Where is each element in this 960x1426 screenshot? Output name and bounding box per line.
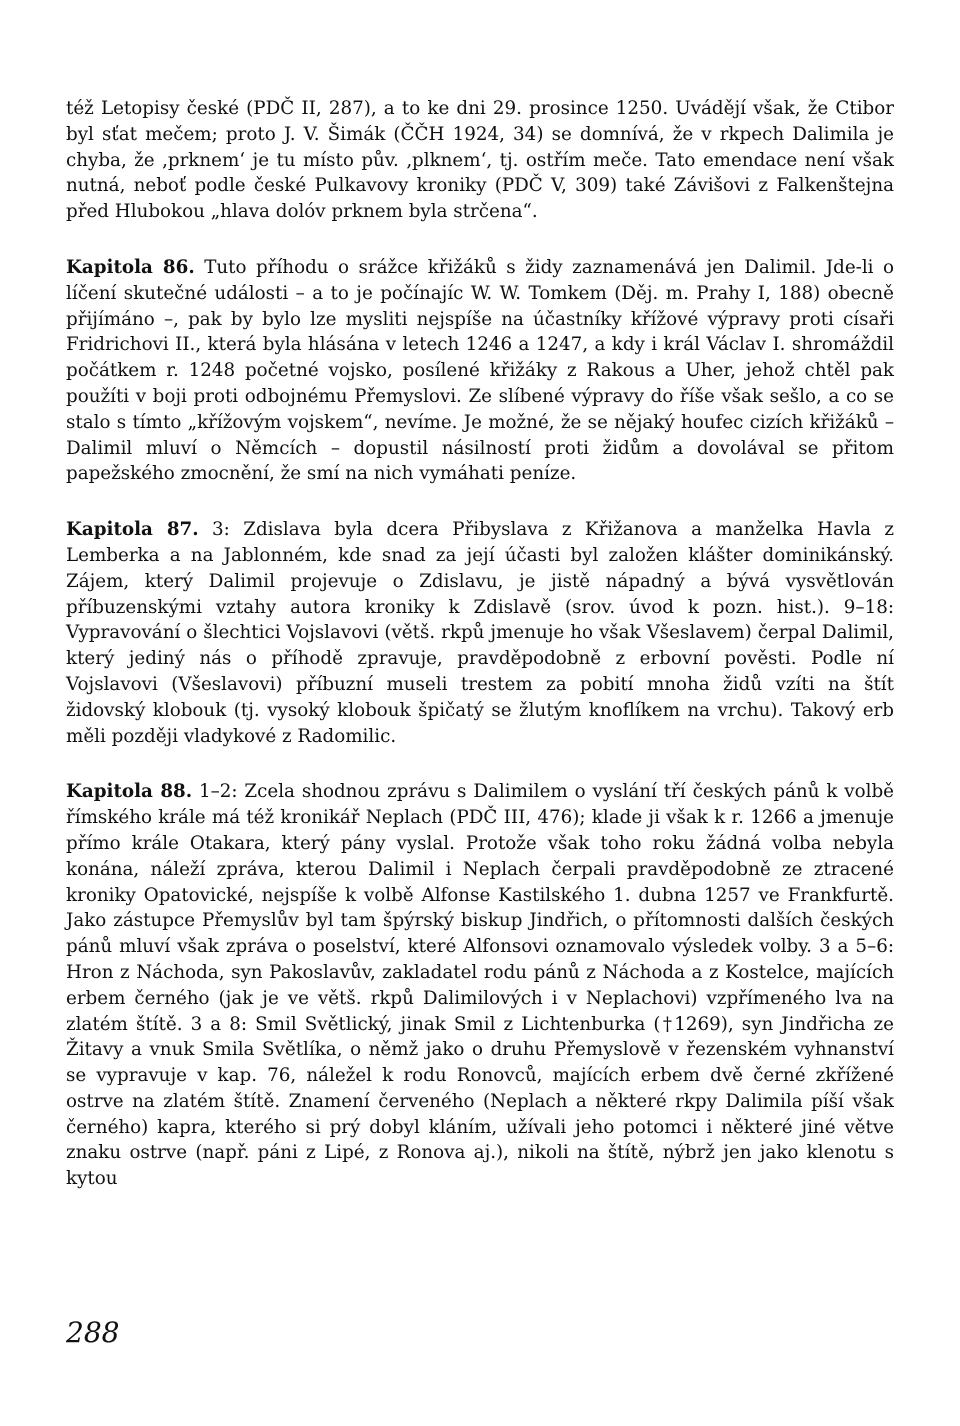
paragraph-chapter-88 bbox=[66, 779, 894, 1192]
chapter-heading: Kapitola 87. bbox=[66, 519, 199, 541]
paragraph-text: 1–2: Zcela shodnou zprávu s Dalimilem o vyslání tří českých pánů k volbě římského krále má též kronikář Neplach (PDČ III, 476); klade ji však k r. 1266 a jmenuje přímo krále Otakara, který pány vyslal. Protože však toho roku žádná volba nebyla konána, náleží zpráva, kterou Dalimil i Neplach čerpali pravděpodobně ze ztracené kroniky Opatovické, nejspíše k volbě Alfonse Kastilského 1. dubna 1257 ve Frankfurtě. Jako zástupce Přemyslův byl tam špýrský biskup Jindřich, o přítomnosti dalších českých pánů mluví však zpráva o poselství, které Alfonsovi oznamovalo výsledek volby. 3 a 5–6: Hron z Náchoda, syn Pakoslavův, zakladatel rodu pánů z Náchoda a z Kostelce, majících erbem černého (jak je ve větš. rkpů Dalimilových i v Neplachovi) vzpřímeného lva na zlatém štítě. 3 a 8: Smil Světlický, jinak Smil z Lichtenburka (†1269), syn Jindřicha ze Žitavy a vnuk Smila Světlíka, o němž jako o druhu Přemyslově v řezenském vyhnanství se vypravuje v kap. 76, náležel k rodu Ronovců, majících erbem dvě černé zkřížené ostrve na zlatém štítě. Znamení červeného (Neplach a některé rkpy Dalimila píší však černého) kapra, kterého si prý dobyl kláním, užívali jeho potomci i některé jiné větve znaku ostrve (např. páni z Lipé, z Ronova aj.), nikoli na štítě, nýbrž jen jako klenotu s kytou bbox=[66, 781, 894, 1190]
paragraph-chapter-86 bbox=[66, 255, 894, 487]
paragraph-text: Tuto příhodu o srážce křižáků s židy zaznamenává jen Dalimil. Jde-li o líčení skutečné události – a to je počínajíc W. W. Tomkem (Děj. m. Prahy I, 188) obecně přijímáno –, pak by bylo lze mysliti nejspíše na účastníky křížové výpravy proti císaři Fridrichovi II., která byla hlásána v letech 1246 a 1247, a kdy i král Václav I. shromáždil počátkem r. 1248 početné vojsko, posílené křižáky z Rakous a Uher, jehož chtěl pak použíti v boji proti odbojnému Přemyslovi. Ze slíbené výpravy do říše však sešlo, a co se stalo s tímto „křížovým vojskem“, nevíme. Je možné, že se nějaký houfec cizích křižáků – Dalimil mluví o Němcích – dopustil násilností proti židům a dovolával se přitom papežského zmocnění, že smí na nich vymáhati peníze. bbox=[66, 256, 894, 485]
paragraph-continuation bbox=[66, 96, 894, 225]
paragraph-text: 3: Zdislava byla dcera Přibyslava z Křižanova a manželka Havla z Lemberka a na Jablonném, kde snad za její účasti byl založen klášter dominikánský. Zájem, který Dalimil projevuje o Zdislavu, je jistě nápadný a bývá vysvětlován příbuzenskými vztahy autora kroniky k Zdislavě (srov. úvod k pozn. hist.). 9–18: Vypravování o šlechtici Vojslavovi (větš. rkpů jmenuje ho však Všeslavem) čerpal Dalimil, který jediný nás o příhodě zpravuje, pravděpodobně z erbovní pověsti. Podle ní Vojslavovi (Všeslavovi) příbuzní museli trestem za pobití mnoha židů vzíti na štít židovský klobouk (tj. vysoký klobouk špičatý se žlutým knoflíkem na vrchu). Takový erb měli později vladykové z Radomilic. bbox=[66, 519, 895, 747]
page-number: 288 bbox=[66, 1316, 120, 1349]
paragraph-gap bbox=[66, 487, 894, 517]
chapter-heading: Kapitola 88. bbox=[66, 781, 193, 803]
paragraph-chapter-87 bbox=[66, 517, 894, 749]
chapter-heading: Kapitola 86. bbox=[66, 256, 195, 278]
paragraph-gap bbox=[66, 225, 894, 255]
paragraph-text: též Letopisy české (PDČ II, 287), a to ke dni 29. prosince 1250. Uvádějí však, že Ctibor byl sťat mečem; proto J. V. Šimák (ČČH 1924, 34) se domnívá, že v rkpech Dalimila je chyba, že ‚prknem‘ je tu místo pův. ‚plknem‘, tj. ostřím meče. Tato emendace není však nutná, neboť podle české Pulkavovy kroniky (PDČ V, 309) také Závišovi z Falkenštejna před Hlubokou „hlava dolóv prknem byla strčena“. bbox=[66, 98, 894, 223]
paragraph-gap bbox=[66, 749, 894, 779]
